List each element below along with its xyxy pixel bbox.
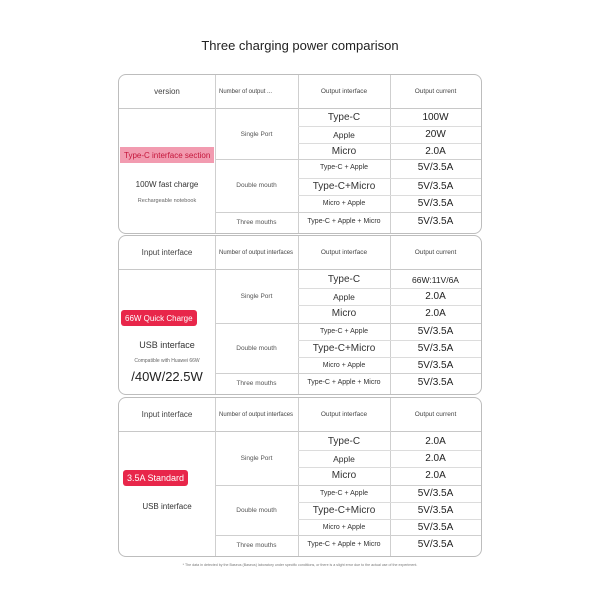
page-title: Three charging power comparison [201, 38, 399, 53]
table-row: Type-C+Micro 5V/3.5A [312, 343, 454, 355]
table-row: Apple 20W [333, 129, 446, 141]
section-badge: 66W Quick Charge [121, 310, 197, 326]
header-output-count: Number of output ... [219, 88, 273, 95]
table-body [119, 109, 481, 233]
header-output-count: Number of output interfaces [219, 411, 294, 418]
group-double: Double mouth [236, 182, 277, 189]
table-row: Apple 2.0A [333, 291, 446, 303]
table-header [119, 236, 481, 270]
group-three: Three mouths [236, 542, 277, 549]
table-row: Micro + Apple 5V/3.5A [322, 198, 454, 210]
table-row: Type-C 66W:11V/6A [327, 274, 459, 286]
left-title: 100W fast charge [135, 180, 199, 189]
comparison-table-typec [118, 74, 482, 234]
table-row: Type-C + Apple + Micro 5V/3.5A [307, 377, 454, 389]
table-row: Micro + Apple 5V/3.5A [322, 360, 454, 372]
comparison-table-35a [118, 397, 482, 557]
section-badge: Type-C interface section [120, 147, 214, 163]
table-row: Type-C+Micro 5V/3.5A [312, 505, 454, 517]
header-output-interface: Output interface [320, 88, 368, 95]
group-single: Single Port [240, 130, 273, 138]
table-row: Type-C + Apple + Micro 5V/3.5A [307, 539, 454, 551]
table-row: Type-C 2.0A [327, 436, 446, 448]
header-output-current: Output current [414, 411, 457, 418]
left-title: USB interface [142, 502, 192, 511]
left-title: USB interface [139, 340, 195, 350]
header-output-current: Output current [414, 88, 457, 95]
group-double: Double mouth [236, 506, 277, 514]
left-subtitle: Compatible with Huawei 66W [134, 358, 200, 364]
group-three: Three mouths [236, 380, 277, 387]
table-row: Type-C + Apple 5V/3.5A [319, 326, 454, 338]
table-row: Micro 2.0A [331, 308, 446, 320]
table-row: Type-C 100W [327, 112, 449, 124]
left-subtitle: Rechargeable notebook [137, 198, 197, 204]
header-input-interface: Input interface [141, 248, 193, 257]
footnote: * The data in detected by the Baseus (Baseus) laboratory under specific conditions, or there is a slight error due to the actual use of the experiment. [182, 563, 418, 567]
table-row: Micro 2.0A [331, 146, 446, 158]
header-output-count: Number of output interfaces [219, 249, 294, 256]
header-output-interface: Output interface [320, 411, 368, 418]
table-header [119, 75, 481, 109]
group-single: Single Port [240, 455, 273, 462]
table-row: Type-C + Apple 5V/3.5A [319, 488, 454, 500]
table-body [119, 270, 481, 394]
left-power-list: /40W/22.5W [131, 369, 203, 384]
table-row: Type-C + Apple + Micro 5V/3.5A [307, 216, 454, 228]
group-double: Double mouth [236, 344, 277, 352]
header-output-interface: Output interface [320, 249, 368, 256]
header-output-current: Output current [414, 249, 457, 256]
header-input-interface: Input interface [141, 410, 193, 419]
header-version: version [154, 87, 180, 96]
section-badge: 3.5A Standard [123, 470, 188, 486]
comparison-table-66w [118, 235, 482, 395]
table-body [119, 432, 481, 556]
table-header [119, 398, 481, 432]
group-three: Three mouths [236, 219, 277, 226]
group-single: Single Port [240, 293, 273, 300]
table-row: Type-C + Apple 5V/3.5A [319, 162, 454, 174]
table-row: Apple 2.0A [333, 453, 446, 465]
table-row: Type-C+Micro 5V/3.5A [312, 181, 454, 193]
table-row: Micro + Apple 5V/3.5A [322, 522, 454, 534]
table-row: Micro 2.0A [331, 470, 446, 482]
